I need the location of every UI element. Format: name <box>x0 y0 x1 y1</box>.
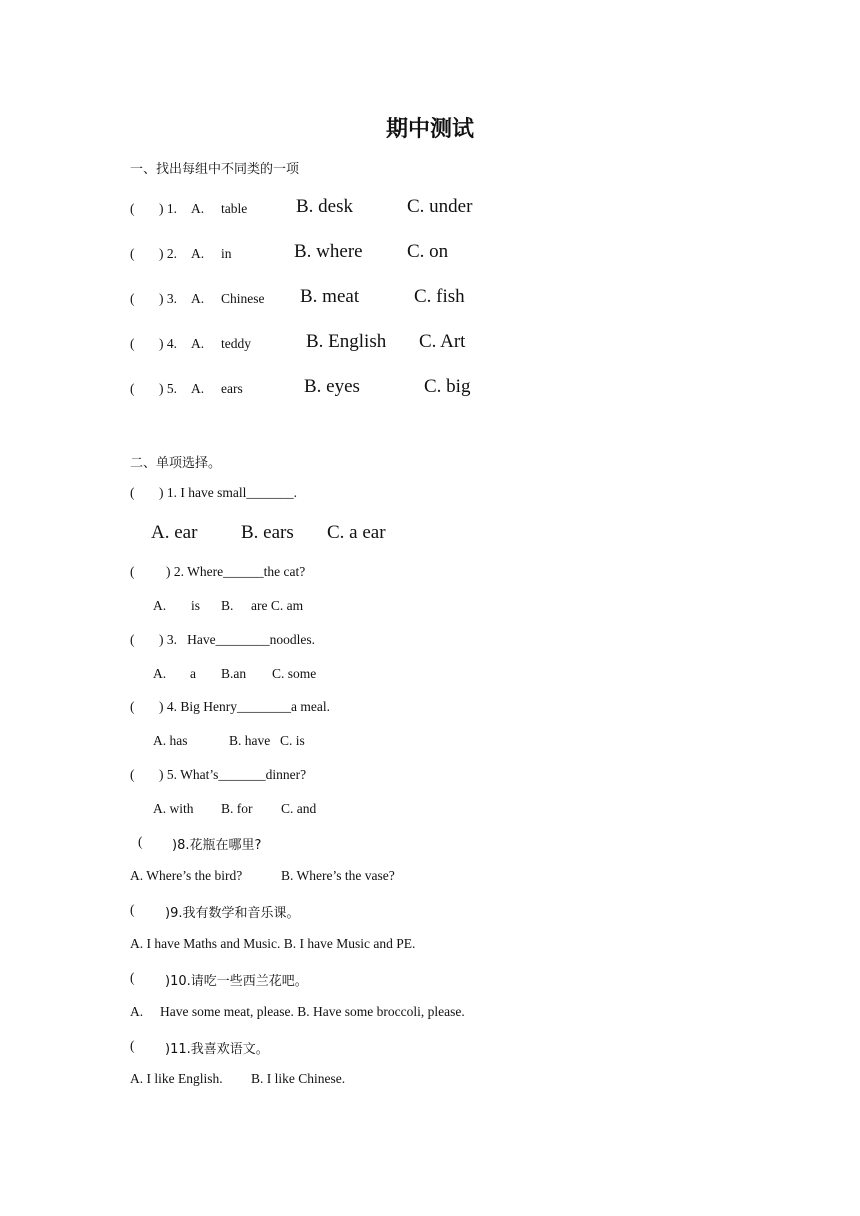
answer-paren: ( <box>130 246 135 261</box>
q4-option-b: B. have <box>229 733 271 748</box>
q3-option-b: B.an <box>221 666 247 681</box>
q10-options: Have some meat, please. B. Have some broccoli, please. <box>160 1004 465 1019</box>
answer-paren: ( <box>130 632 135 647</box>
answer-paren: ( <box>130 485 135 500</box>
question-2: ) 2. Where______the cat? <box>166 564 306 579</box>
q10-option-a-label: A. <box>130 1004 144 1019</box>
q11-option-b: B. I like Chinese. <box>251 1071 346 1086</box>
option-c: C. on <box>407 241 449 262</box>
option-c: C. fish <box>414 286 465 307</box>
option-a-text: table <box>221 201 248 216</box>
question-11: )11.我喜欢语文。 <box>165 1042 269 1057</box>
q8-option-b: B. Where’s the vase? <box>281 868 395 883</box>
option-b: B. where <box>294 241 363 262</box>
option-a-label: A. <box>191 291 205 306</box>
q2-option-bc: are C. am <box>251 598 304 613</box>
option-a-label: A. <box>191 381 205 396</box>
answer-paren: ( <box>130 1038 135 1053</box>
option-c: C. big <box>424 376 471 397</box>
q5-option-a: A. with <box>153 801 194 816</box>
answer-paren: ( <box>130 381 135 396</box>
section1-heading: 一、找出每组中不同类的一项 <box>130 162 300 177</box>
item-number: ) 5. <box>159 381 177 396</box>
q11-option-a: A. I like English. <box>130 1071 223 1086</box>
question-8: )8.花瓶在哪里? <box>172 838 262 853</box>
question-9: )9.我有数学和音乐课。 <box>165 906 300 921</box>
q2-option-a-text: is <box>191 598 201 613</box>
question-1: ) 1. I have small_______. <box>159 485 297 500</box>
q1-option-b: B. ears <box>241 522 294 543</box>
item-number: ) 4. <box>159 336 177 351</box>
q5-option-b: B. for <box>221 801 253 816</box>
option-b: B. eyes <box>304 376 360 397</box>
question-5: ) 5. What’s_______dinner? <box>159 767 307 782</box>
option-b: B. desk <box>296 196 353 217</box>
question-3: ) 3. Have________noodles. <box>159 632 315 647</box>
option-a-text: ears <box>221 381 243 396</box>
q1-option-a: A. ear <box>151 522 198 543</box>
q2-option-a-label: A. <box>153 598 167 613</box>
option-a-label: A. <box>191 336 205 351</box>
answer-paren: ( <box>130 336 135 351</box>
option-b: B. English <box>306 331 387 352</box>
answer-paren: ( <box>130 699 135 714</box>
q4-option-a: A. has <box>153 733 188 748</box>
option-b: B. meat <box>300 286 360 307</box>
option-a-text: teddy <box>221 336 251 351</box>
option-c: C. Art <box>419 331 466 352</box>
option-a-text: in <box>221 246 232 261</box>
answer-paren: ( <box>130 201 135 216</box>
item-number: ) 1. <box>159 201 177 216</box>
page-title: 期中测试 <box>385 117 474 142</box>
answer-paren: ( <box>130 291 135 306</box>
answer-paren: ( <box>130 564 135 579</box>
q8-option-a: A. Where’s the bird? <box>130 868 243 883</box>
question-4: ) 4. Big Henry________a meal. <box>159 699 330 714</box>
q4-option-c: C. is <box>280 733 305 748</box>
question-10: )10.请吃一些西兰花吧。 <box>165 974 308 989</box>
q3-option-a-label: A. <box>153 666 167 681</box>
q3-option-a-text: a <box>190 666 196 681</box>
answer-paren: ( <box>138 834 143 849</box>
answer-paren: ( <box>130 970 135 985</box>
option-a-label: A. <box>191 246 205 261</box>
item-number: ) 2. <box>159 246 177 261</box>
q5-option-c: C. and <box>281 801 317 816</box>
answer-paren: ( <box>130 767 135 782</box>
q9-options: A. I have Maths and Music. B. I have Music and PE. <box>130 936 416 951</box>
q2-option-b-label: B. <box>221 598 234 613</box>
section2-heading: 二、单项选择。 <box>130 456 222 471</box>
item-number: ) 3. <box>159 291 177 306</box>
option-c: C. under <box>407 196 473 217</box>
option-a-text: Chinese <box>221 291 265 306</box>
q1-option-c: C. a ear <box>327 522 386 543</box>
answer-paren: ( <box>130 902 135 917</box>
q3-option-c: C. some <box>272 666 317 681</box>
option-a-label: A. <box>191 201 205 216</box>
